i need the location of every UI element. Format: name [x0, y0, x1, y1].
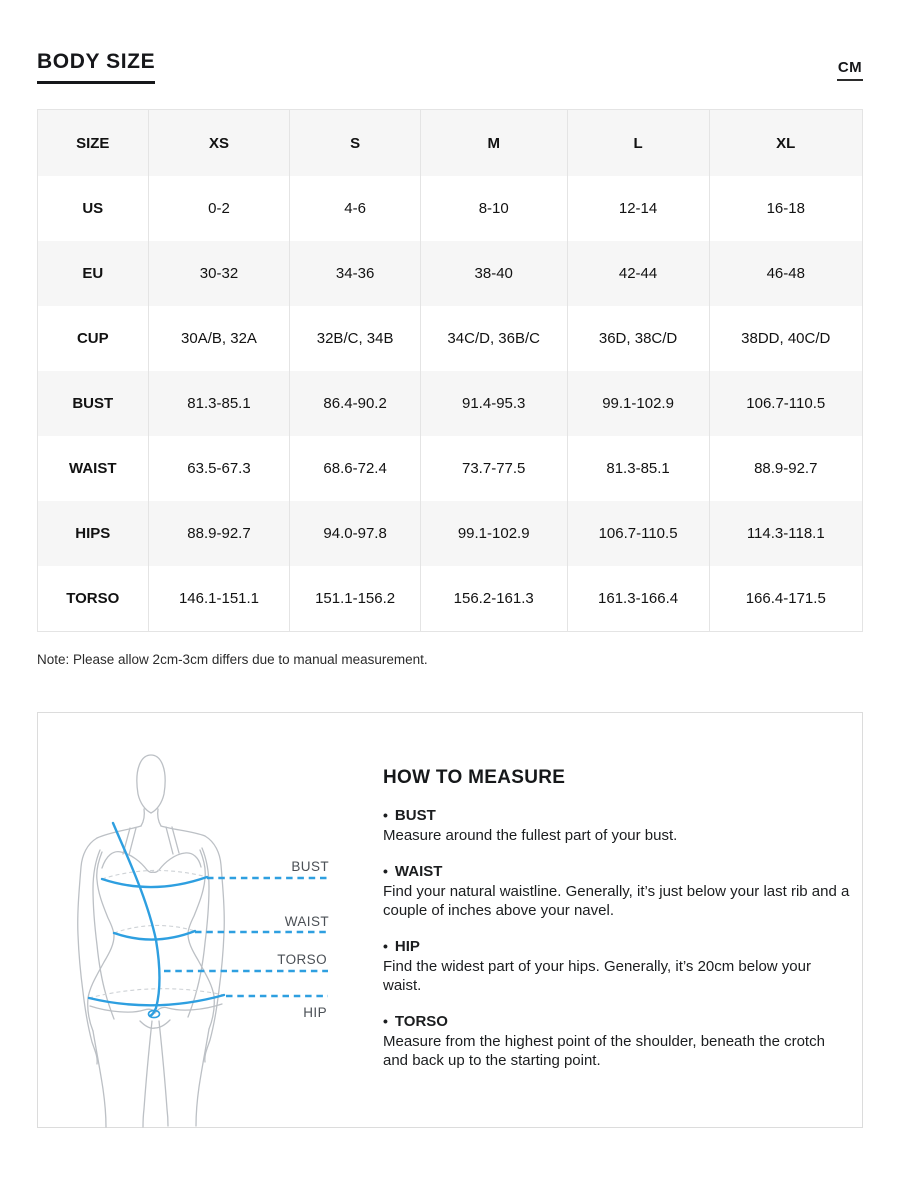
table-row-torso	[38, 566, 863, 632]
diagram-label-torso: TORSO	[277, 952, 327, 967]
bullet-icon: •	[383, 938, 388, 954]
row-header-torso: TORSO	[66, 590, 120, 607]
column-header-s: S	[290, 110, 420, 177]
row-header-hips: HIPS	[75, 525, 111, 542]
table-cell: 63.5-67.3	[148, 436, 290, 501]
table-cell: 81.3-85.1	[567, 436, 709, 501]
table-cell: 106.7-110.5	[709, 371, 862, 436]
table-cell: 16-18	[709, 176, 862, 241]
measure-item-torso	[383, 1012, 851, 1070]
measure-instructions-panel	[383, 767, 851, 1070]
table-cell: 86.4-90.2	[290, 371, 420, 436]
table-cell: 88.9-92.7	[709, 436, 862, 501]
table-cell: 32B/C, 34B	[290, 306, 420, 371]
size-table-body	[38, 176, 863, 632]
table-cell: 34C/D, 36B/C	[420, 306, 567, 371]
table-cell: 166.4-171.5	[709, 566, 862, 632]
table-cell: 46-48	[709, 241, 862, 306]
measure-item-waist	[383, 862, 851, 920]
table-cell: 161.3-166.4	[567, 566, 709, 632]
diagram-label-waist: WAIST	[284, 914, 329, 929]
table-cell: 114.3-118.1	[709, 501, 862, 566]
table-cell: 0-2	[148, 176, 290, 241]
bust-measure-line	[102, 877, 207, 887]
table-cell: 38-40	[420, 241, 567, 306]
table-row-eu	[38, 241, 863, 306]
row-header-waist: WAIST	[69, 460, 117, 477]
measure-item-description: Find the widest part of your hips. Generally, it’s 20cm below your waist.	[383, 958, 811, 994]
table-cell: 91.4-95.3	[420, 371, 567, 436]
table-row-us	[38, 176, 863, 241]
unit-toggle-cm[interactable]: CM	[837, 59, 863, 81]
table-row-hips	[38, 501, 863, 566]
measure-item-bust	[383, 806, 851, 845]
table-cell: 30A/B, 32A	[148, 306, 290, 371]
bullet-icon: •	[383, 863, 388, 879]
table-cell: 73.7-77.5	[420, 436, 567, 501]
table-cell: 38DD, 40C/D	[709, 306, 862, 371]
row-header-bust: BUST	[72, 395, 114, 412]
diagram-label-hip: HIP	[303, 1005, 327, 1020]
measure-instructions	[383, 806, 851, 1070]
table-cell: 94.0-97.8	[290, 501, 420, 566]
bullet-icon: •	[383, 807, 388, 823]
table-cell: 146.1-151.1	[148, 566, 290, 632]
measure-item-description: Measure from the highest point of the shoulder, beneath the crotch and back up to the starting point.	[383, 1033, 825, 1069]
column-header-l: L	[567, 110, 709, 177]
page-header	[37, 50, 863, 84]
measure-item-label: • BUST	[383, 807, 436, 824]
table-cell: 156.2-161.3	[420, 566, 567, 632]
body-measurement-diagram	[40, 709, 370, 1129]
how-to-measure-panel	[37, 712, 863, 1128]
row-header-eu: EU	[82, 265, 104, 282]
table-row-waist	[38, 436, 863, 501]
table-cell: 106.7-110.5	[567, 501, 709, 566]
size-table	[37, 109, 863, 632]
size-table-header-row	[38, 110, 863, 177]
corner-header-size: SIZE	[76, 134, 110, 152]
table-cell: 42-44	[567, 241, 709, 306]
measure-item-label: • HIP	[383, 938, 420, 955]
table-cell: 88.9-92.7	[148, 501, 290, 566]
column-header-m: M	[420, 110, 567, 177]
measure-item-label: • TORSO	[383, 1013, 448, 1030]
table-cell: 81.3-85.1	[148, 371, 290, 436]
table-cell: 99.1-102.9	[567, 371, 709, 436]
table-cell: 8-10	[420, 176, 567, 241]
table-cell: 4-6	[290, 176, 420, 241]
body-outline	[78, 755, 225, 1127]
table-cell: 36D, 38C/D	[567, 306, 709, 371]
diagram-label-bust: BUST	[291, 859, 329, 874]
table-row-cup	[38, 306, 863, 371]
size-chart-page	[37, 0, 863, 1128]
table-cell: 12-14	[567, 176, 709, 241]
page-title: BODY SIZE	[37, 50, 155, 84]
how-to-measure-title: HOW TO MEASURE	[383, 767, 566, 788]
column-header-xl: XL	[709, 110, 862, 177]
row-header-cup: CUP	[76, 330, 109, 347]
table-cell: 99.1-102.9	[420, 501, 567, 566]
table-cell: 30-32	[148, 241, 290, 306]
measurement-note: Note: Please allow 2cm-3cm differs due to manual measurement.	[37, 652, 428, 667]
table-cell: 34-36	[290, 241, 420, 306]
column-header-xs: XS	[148, 110, 290, 177]
measure-item-description: Find your natural waistline. Generally, it’s just below your last rib and a couple of inches above your navel.	[383, 883, 850, 919]
tape-back-arcs	[89, 870, 224, 998]
table-cell: 68.6-72.4	[290, 436, 420, 501]
measure-item-label: • WAIST	[383, 863, 443, 880]
measure-item-description: Measure around the fullest part of your bust.	[383, 827, 678, 844]
table-row-bust	[38, 371, 863, 436]
table-cell: 151.1-156.2	[290, 566, 420, 632]
measure-item-hip	[383, 937, 851, 995]
bullet-icon: •	[383, 1013, 388, 1029]
row-header-us: US	[82, 200, 104, 217]
